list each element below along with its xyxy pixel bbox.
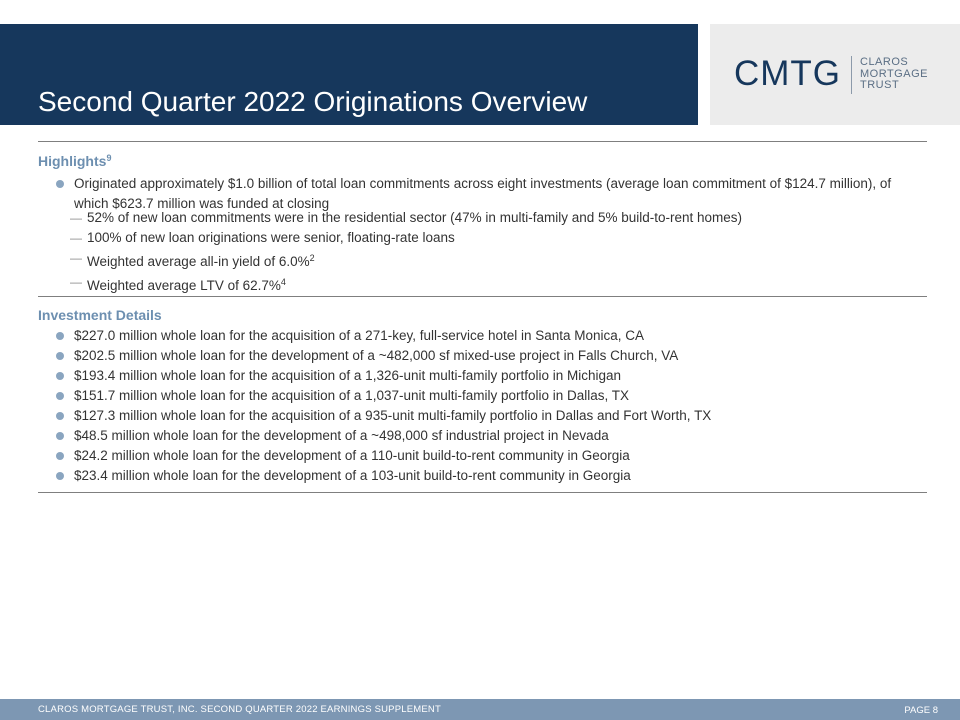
- company-logo: [710, 24, 960, 125]
- page-title: Second Quarter 2022 Originations Overview: [38, 86, 588, 117]
- logo-word: CLAROS: [860, 56, 909, 68]
- investment-item: $23.4 million whole loan for the development of a 103-unit build-to-rent community in Georgia: [56, 466, 926, 486]
- highlights-heading: [38, 153, 111, 169]
- investment-details-heading: Investment Details: [38, 307, 162, 323]
- footnote-ref: 9: [106, 153, 112, 163]
- logo-word: TRUST: [860, 79, 900, 91]
- investment-item: $48.5 million whole loan for the development of a ~498,000 sf industrial project in Nevada: [56, 426, 926, 446]
- highlight-bullet: Originated approximately $1.0 billion of total loan commitments across eight investments (average loan commitment of $124.7 million), of which $623.7 million was funded at closing: [56, 174, 926, 214]
- investment-details-list: [56, 326, 926, 486]
- sub-bullet: [70, 248, 922, 272]
- sub-bullet-text: 100% of new loan originations were senior, floating-rate loans: [87, 230, 455, 245]
- top-divider: [38, 141, 927, 142]
- investment-item: $127.3 million whole loan for the acquisition of a 935-unit multi-family portfolio in Dallas and Fort Worth, TX: [56, 406, 926, 426]
- investment-item: $193.4 million whole loan for the acquisition of a 1,326-unit multi-family portfolio in Michigan: [56, 366, 926, 386]
- section-divider: [38, 296, 927, 297]
- sub-bullet-text: Weighted average LTV of 62.7%: [87, 278, 281, 293]
- investment-item: $227.0 million whole loan for the acquisition of a 271-key, full-service hotel in Santa Monica, CA: [56, 326, 926, 346]
- sub-bullet-text: 52% of new loan commitments were in the residential sector (47% in multi-family and 5% build-to-rent homes): [87, 210, 743, 225]
- investment-item: $202.5 million whole loan for the development of a ~482,000 sf mixed-use project in Falls Church, VA: [56, 346, 926, 366]
- sub-bullet: [70, 228, 922, 248]
- investment-item: $151.7 million whole loan for the acquisition of a 1,037-unit multi-family portfolio in Dallas, TX: [56, 386, 926, 406]
- footnote-ref: 4: [280, 277, 286, 287]
- logo-word: MORTGAGE: [860, 67, 928, 80]
- footer-document-title: CLAROS MORTGAGE TRUST, INC. SECOND QUARTER 2022 EARNINGS SUPPLEMENT: [38, 704, 441, 715]
- logo-mark: CMTG: [734, 54, 842, 93]
- sub-bullet: [70, 272, 922, 296]
- logo-divider: [851, 56, 852, 94]
- footer-bar: [0, 699, 960, 720]
- highlights-sub-list: [70, 208, 922, 296]
- sub-bullet: [70, 208, 922, 228]
- logo-wordmark: [860, 57, 928, 92]
- investment-item: $24.2 million whole loan for the development of a 110-unit build-to-rent community in Georgia: [56, 446, 926, 466]
- sub-bullet-text: Weighted average all-in yield of 6.0%: [87, 254, 310, 269]
- page-number: PAGE 8: [904, 705, 938, 716]
- footnote-ref: 2: [309, 253, 315, 263]
- highlights-heading-text: Highlights: [38, 153, 107, 169]
- bottom-divider: [38, 492, 927, 493]
